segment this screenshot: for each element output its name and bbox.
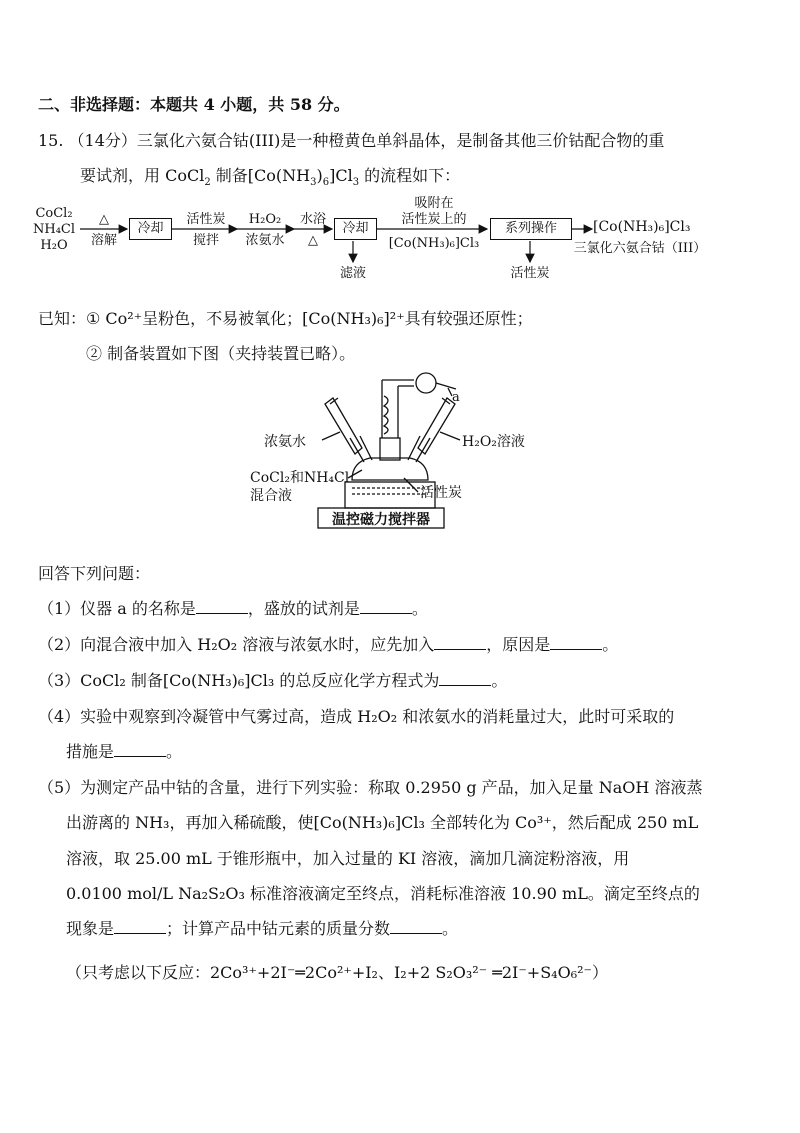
step4-heat: △ [308, 233, 318, 248]
apparatus-label-h2o2: H₂O₂溶液 [462, 434, 525, 450]
apparatus-label-mixture-2: 混合液 [250, 488, 292, 504]
subquestion-5-line1: （5）为测定产品中钴的含量，进行下列实验：称取 0.2950 g 产品，加入足量 NaOH 溶液蒸 [38, 778, 703, 797]
answer-blank[interactable] [114, 742, 166, 757]
flask-center-neck [380, 438, 400, 460]
reactant-nh4cl: NH₄Cl [32, 222, 76, 237]
answer-prompt: 回答下列问题： [38, 564, 151, 583]
step4-condition: 水浴 [299, 212, 326, 227]
answer-blank[interactable] [434, 635, 486, 650]
subquestion-5-line5: 现象是 ；计算产品中钴元素的质量分数 。 [66, 919, 459, 938]
apparatus-label-carbon: 活性炭 [420, 485, 462, 501]
known-item-2: ② 制备装置如下图（夹持装置已略）。 [86, 344, 356, 363]
flow-box-cooling-1: 冷却 [129, 218, 172, 240]
step5-label-3: [Co(NH₃)₆]Cl₃ [388, 236, 480, 251]
step2-operation: 搅拌 [192, 233, 219, 248]
right-dropping-funnel [418, 398, 455, 454]
drying-tube-bulb [416, 373, 436, 393]
condenser-coil [384, 396, 388, 434]
answer-blank[interactable] [196, 599, 248, 614]
step5-label-1: 吸附在 [414, 196, 454, 211]
apparatus-label-stirrer: 温控磁力搅拌器 [332, 512, 430, 528]
left-dropping-funnel [325, 398, 362, 454]
subquestion-4-line1: （4）实验中观察到冷凝管中气雾过高，造成 H₂O₂ 和浓氨水的消耗量过大，此时可采取的 [38, 707, 675, 726]
step3-reagent: H₂O₂ [248, 212, 282, 227]
step1-operation: 溶解 [90, 233, 117, 248]
known-label: 已知： [38, 309, 87, 328]
subquestion-5-line4: 0.0100 mol/L Na₂S₂O₃ 标准溶液滴定至终点，消耗标准溶液 10.90 mL。滴定至终点的 [66, 884, 700, 903]
apparatus-label-ammonia: 浓氨水 [264, 434, 306, 450]
subquestion-1: （1）仪器 a 的名称是 ，盛放的试剂是 。 [38, 599, 428, 618]
reaction-note: （只考虑以下反应：2Co³⁺+2I⁻═2Co²⁺+I₂、I₂+2 S₂O₃²⁻ ═2I⁻+S₄O₆²⁻） [66, 963, 608, 982]
subquestion-3: （3）CoCl₂ 制备[Co(NH₃)₆]Cl₃ 的总反应化学方程式为 。 [38, 671, 508, 690]
answer-blank[interactable] [360, 599, 412, 614]
step5-label-2: 活性炭上的 [401, 212, 467, 227]
answer-blank[interactable] [550, 635, 602, 650]
flow-box-cooling-2: 冷却 [334, 218, 377, 240]
subquestion-2: （2）向混合液中加入 H₂O₂ 溶液与浓氨水时，应先加入 ，原因是 。 [38, 635, 619, 654]
apparatus-drawing [0, 0, 800, 540]
subquestion-5-line2: 出游离的 NH₃，再加入稀硫酸，使[Co(NH₃)₆]Cl₃ 全部转化为 Co³⁺，然后配成 250 mL [66, 813, 699, 832]
step2-reagent: 活性炭 [186, 212, 226, 227]
question-intro-line1: 15. （14分）三氯化六氨合钴(III)是一种橙黄色单斜晶体，是制备其他三价钴配合物的重 [38, 131, 665, 150]
question-intro-line2: 要试剂，用 CoCl$_2$ 制备$[Co(NH_3)_6]Cl_3$ 的流程如下： [80, 166, 461, 189]
section-heading: 二、非选择题：本题共 4 小题，共 58 分。 [38, 95, 350, 114]
flow-box-series-operation: 系列操作 [490, 218, 572, 240]
reactant-h2o: H₂O [40, 238, 68, 253]
answer-blank[interactable] [114, 919, 166, 934]
filtrate-output: 滤液 [339, 266, 366, 281]
answer-blank[interactable] [439, 671, 491, 686]
carbon-output: 活性炭 [510, 266, 550, 281]
step1-condition: △ [99, 212, 109, 227]
known-item-1: ① Co²⁺呈粉色，不易被氧化；[Co(NH₃)₆]²⁺具有较强还原性； [86, 309, 533, 328]
product-formula: [Co(NH₃)₆]Cl₃ [593, 219, 691, 235]
subquestion-5-line3: 溶液，取 25.00 mL 于锥形瓶中，加入过量的 KI 溶液，滴加几滴淀粉溶液，用 [66, 849, 630, 868]
drying-tube-outlet [436, 383, 456, 389]
step3-reagent-2: 浓氨水 [245, 233, 285, 248]
subquestion-4-line2: 措施是 。 [66, 742, 183, 761]
answer-blank[interactable] [390, 919, 442, 934]
apparatus-label-a: a [452, 390, 460, 405]
reactant-cocl2: CoCl₂ [35, 206, 73, 221]
product-name: 三氯化六氨合钴（III） [573, 241, 707, 256]
apparatus-label-mixture: CoCl₂和NH₄Cl [250, 470, 350, 486]
